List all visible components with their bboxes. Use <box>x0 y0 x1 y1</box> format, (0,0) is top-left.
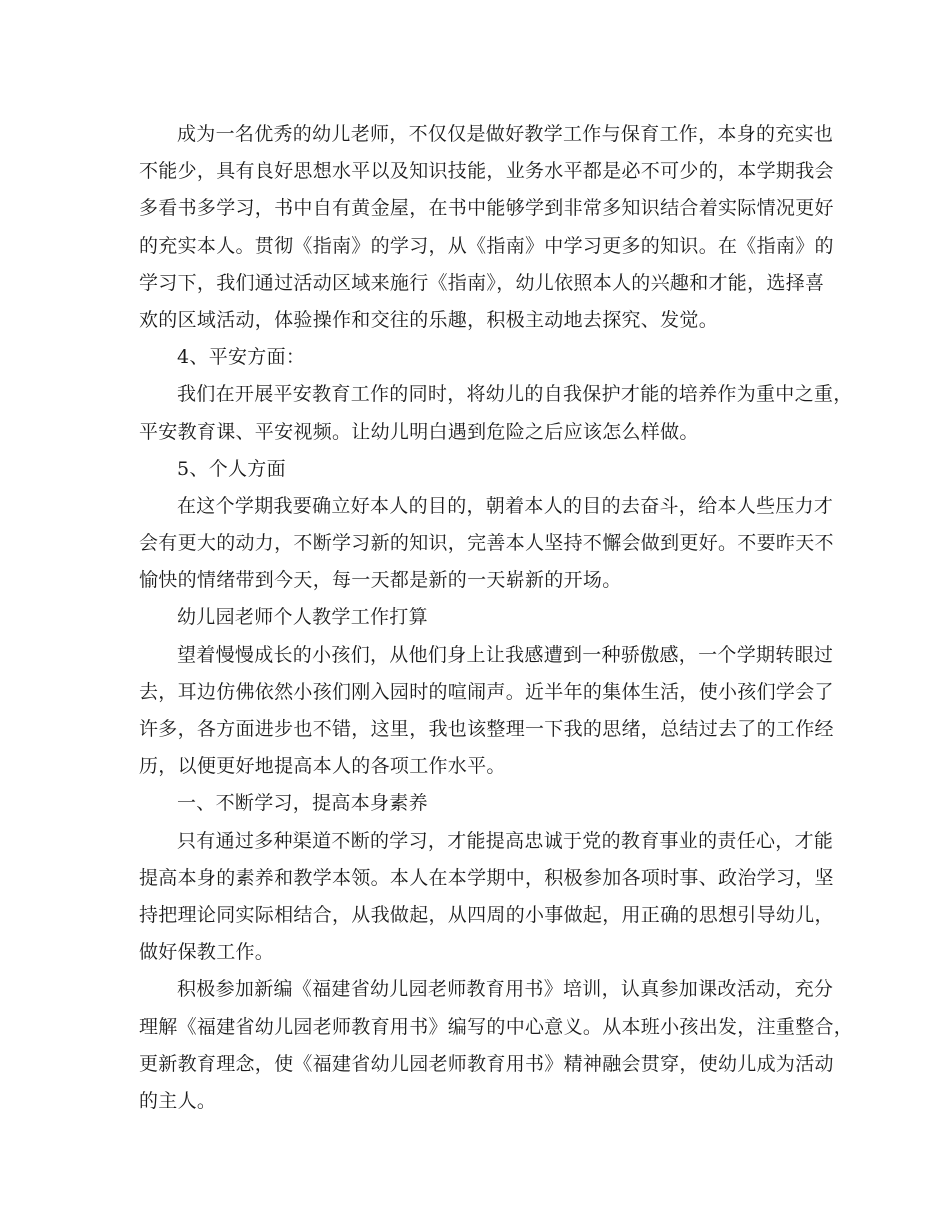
paragraph <box>139 119 834 342</box>
line-gap <box>139 1116 819 1123</box>
line-gap <box>139 1004 819 1011</box>
line-gap <box>139 744 819 751</box>
paragraph <box>139 602 819 639</box>
text-line: 的主人。 <box>139 1089 217 1112</box>
line-gap <box>139 856 819 863</box>
line-gap <box>139 595 819 602</box>
text-line: 5、个人方面 <box>177 457 286 480</box>
text-line: 持把理论同实际相结合，从我做起，从四周的小事做起，用正确的思想引导幼儿， <box>139 903 834 926</box>
line-gap <box>139 930 819 937</box>
document-body <box>139 119 854 1123</box>
text-line: 提高本身的素养和教学本领。本人在本学期中，积极参加各项时事、政治学习，坚 <box>139 866 834 889</box>
paragraph <box>139 974 854 1123</box>
line-gap <box>139 670 819 677</box>
text-line: 一、不断学习，提高本身素养 <box>177 792 428 815</box>
line-gap <box>139 967 819 974</box>
text-line: 在这个学期我要确立好本人的目的，朝着本人的目的去奋斗，给本人些压力才 <box>177 494 834 517</box>
paragraph <box>139 379 853 453</box>
line-gap <box>139 149 819 156</box>
line-gap <box>139 893 819 900</box>
paragraph <box>139 640 834 789</box>
text-line: 望着慢慢成长的小孩们，从他们身上让我感遭到一种骄傲感，一个学期转眼过 <box>177 643 834 666</box>
text-line: 平安教育课、平安视频。让幼儿明白遇到危险之后应该怎么样做。 <box>139 420 699 443</box>
text-line: 的充实本人。贯彻《指南》的学习，从《指南》中学习更多的知识。在《指南》的 <box>139 234 834 257</box>
text-line: 成为一名优秀的幼儿老师，不仅仅是做好教学工作与保育工作，本身的充实也 <box>177 123 834 145</box>
line-gap <box>139 707 819 714</box>
text-line: 会有更大的动力，不断学习新的知识，完善本人坚持不懈会做到更好。不要昨天不 <box>139 532 834 555</box>
text-line: 只有通过多种渠道不断的学习，才能提高忠诚于党的教育事业的责任心，才能 <box>177 829 834 852</box>
text-line: 更新教育理念，使《福建省幼儿园老师教育用书》精神融会贯穿，使幼儿成为活动 <box>139 1052 834 1075</box>
text-line: 积极参加新编《福建省幼儿园老师教育用书》培训，认真参加课改活动，充分 <box>177 978 834 1001</box>
paragraph <box>139 826 834 975</box>
text-line: 不能少，具有良好思想水平以及知识技能，业务水平都是必不可少的，本学期我会 <box>139 160 834 183</box>
paragraph <box>139 342 819 379</box>
text-line: 4、平安方面： <box>177 346 306 369</box>
text-line: 我们在开展平安教育工作的同时，将幼儿的自我保护才能的培养作为重中之重， <box>177 383 853 406</box>
line-gap <box>139 447 819 454</box>
line-gap <box>139 223 819 230</box>
text-line: 愉快的情绪带到今天，每一天都是新的一天崭新的开场。 <box>139 569 622 592</box>
paragraph <box>139 491 834 603</box>
text-line: 多看书多学习，书中自有黄金屋，在书中能够学到非常多知识结合着实际情况更好 <box>139 197 834 220</box>
text-line: 欢的区域活动，体验操作和交往的乐趣，积极主动地去探究、发觉。 <box>139 308 719 331</box>
line-gap <box>139 521 819 528</box>
text-line: 理解《福建省幼儿园老师教育用书》编写的中心意义。从本班小孩出发，注重整合， <box>139 1015 854 1038</box>
line-gap <box>139 484 819 491</box>
paragraph <box>139 454 819 491</box>
line-gap <box>139 298 819 305</box>
line-gap <box>139 1079 819 1086</box>
text-line: 幼儿园老师个人教学工作打算 <box>177 606 428 629</box>
line-gap <box>139 186 819 193</box>
paragraph <box>139 788 819 825</box>
text-line: 许多，各方面进步也不错，这里，我也该整理一下我的思绪，总结过去了的工作经 <box>139 718 834 740</box>
line-gap <box>139 372 819 379</box>
line-gap <box>139 335 819 342</box>
text-line: 学习下，我们通过活动区域来施行《指南》，幼儿依照本人的兴趣和才能，选择喜 <box>139 271 825 294</box>
line-gap <box>139 261 819 268</box>
text-line: 历，以便更好地提高本人的各项工作水平。 <box>139 755 506 778</box>
line-gap <box>139 818 819 825</box>
line-gap <box>139 1042 819 1049</box>
line-gap <box>139 632 819 639</box>
text-line: 去，耳边仿佛依然小孩们刚入园时的喧闹声。近半年的集体生活，使小孩们学会了 <box>139 680 834 703</box>
line-gap <box>139 558 819 565</box>
line-gap <box>139 781 819 788</box>
line-gap <box>139 409 819 416</box>
text-line: 做好保教工作。 <box>139 941 275 964</box>
